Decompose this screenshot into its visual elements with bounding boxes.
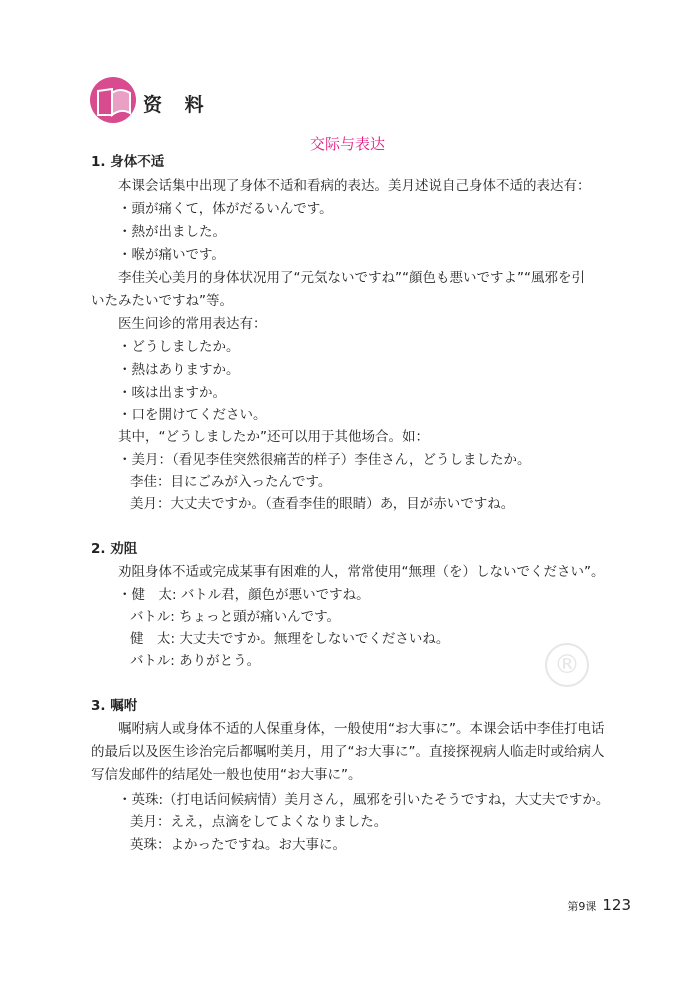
paragraph-line: 其中，“どうしましたか”还可以用于其他场合。如： <box>118 429 429 445</box>
dialogue-line: 美月：ええ，点滴をしてよくなりました。 <box>130 814 388 830</box>
watermark-registered-mark: ® <box>545 643 589 687</box>
dialogue-line: 健 太: 大丈夫ですか。無理をしないでくださいね。 <box>130 631 450 647</box>
list-item: ・口を開けてください。 <box>118 407 267 423</box>
paragraph-line: 劝阻身体不适或完成某事有困难的人，常常使用“無理（を）しないでください”。 <box>118 564 605 580</box>
page-footer <box>567 896 631 914</box>
dialogue-line: 美月：大丈夫ですか。（查看李佳的眼睛）あ，目が赤いですね。 <box>130 496 515 512</box>
lesson-label: 第9课 <box>567 900 597 913</box>
dialogue-line: バトル: ちょっと頭が痛いんです。 <box>130 609 340 625</box>
page-title: 交际与表达 <box>309 135 385 153</box>
section-heading: 1. 身体不适 <box>91 154 165 170</box>
list-item: ・咳は出ますか。 <box>118 385 226 401</box>
dialogue-line: ・英珠:（打电话问候病情）美月さん，風邪を引いたそうですね，大丈夫ですか。 <box>118 792 610 808</box>
list-item: ・喉が痛いです。 <box>118 247 225 263</box>
page-number: 123 <box>602 896 631 914</box>
open-book-icon <box>90 77 136 123</box>
dialogue-line: ・健 太: バトル君，顔色が悪いですね。 <box>118 587 370 603</box>
paragraph-line: 写信发邮件的结尾处一般也使用“お大事に”。 <box>91 767 362 783</box>
paragraph-line: 的最后以及医生诊治完后都嘱咐美月，用了“お大事に”。直接探视病人临走时或给病人 <box>91 744 605 760</box>
paragraph-line: 本课会话集中出现了身体不适和看病的表达。美月述说自己身体不适的表达有： <box>118 178 591 194</box>
list-item: ・熱が出ました。 <box>118 224 226 240</box>
paragraph-line: 医生问诊的常用表达有： <box>118 316 267 332</box>
section-header: 资 料 <box>143 94 212 116</box>
dialogue-line: ・美月：（看见李佳突然很痛苦的样子）李佳さん，どうしましたか。 <box>118 452 531 468</box>
section-heading: 2. 劝阻 <box>91 541 138 557</box>
dialogue-line: 李佳：目にごみが入ったんです。 <box>130 474 332 490</box>
paragraph-line: 李佳关心美月的身体状况用了“元気ないですね”“顔色も悪いですよ”“風邪を引 <box>118 270 585 286</box>
paragraph-line: いたみたいですね”等。 <box>91 293 233 309</box>
list-item: ・どうしましたか。 <box>118 339 240 355</box>
paragraph-line: 嘱咐病人或身体不适的人保重身体，一般使用“お大事に”。本课会话中李佳打电话 <box>118 721 605 737</box>
dialogue-line: 英珠：よかったですね。お大事に。 <box>130 837 346 853</box>
list-item: ・頭が痛くて，体がだるいんです。 <box>118 201 333 217</box>
section-heading: 3. 嘱咐 <box>91 698 138 714</box>
dialogue-line: バトル: ありがとう。 <box>130 653 261 669</box>
list-item: ・熱はありますか。 <box>118 362 240 378</box>
